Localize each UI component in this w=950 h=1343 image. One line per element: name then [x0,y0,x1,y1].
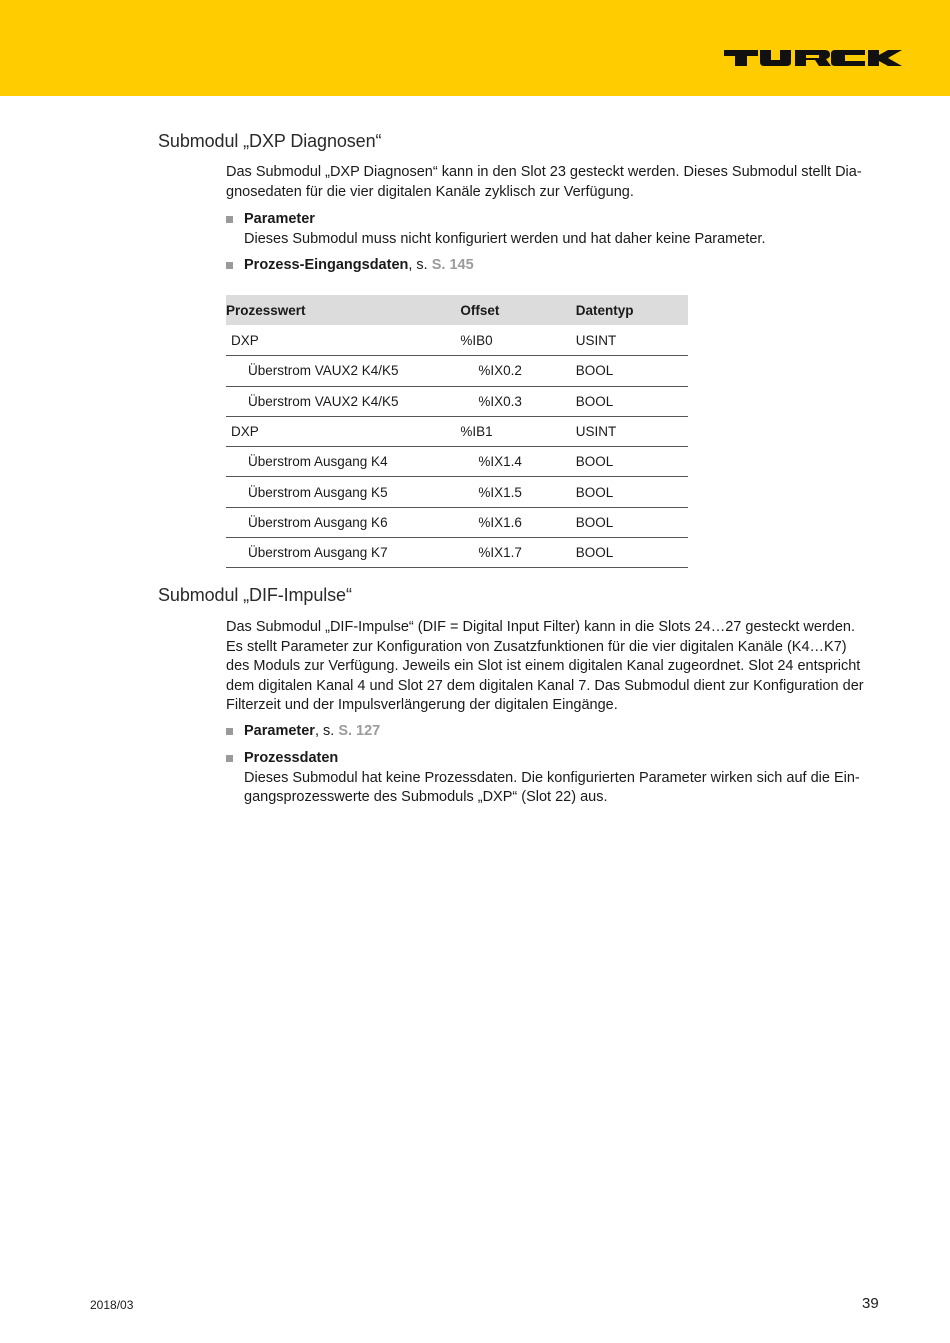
text-line: Das Submodul „DXP Diagnosen“ kann in den Slot 23 gesteckt werden. Dieses Submodul stellt Dia- [226,164,862,180]
bullet-square-icon [226,216,233,223]
bullet-square-icon [226,728,233,735]
table-row [226,386,688,416]
bullet-sep: , s. [314,723,339,739]
text-line: gnosedaten für die vier digitalen Kanäle zyklisch zur Verfügung. [226,183,634,200]
cell-datentyp: BOOL [572,447,688,477]
table-header-row [226,295,688,326]
section-title-dxp-diagnosen: Submodul „DXP Diagnosen“ [158,131,382,151]
footer-date: 2018/03 [90,1298,134,1312]
process-data-table [226,295,688,568]
cell-datentyp: BOOL [572,477,688,507]
bullet-sep: , s. [408,257,432,273]
cell-prozesswert: Überstrom Ausgang K4 [226,447,456,477]
page-reference-link[interactable]: S. 127 [338,723,381,739]
cell-offset: %IB0 [456,326,571,356]
text-line: Das Submodul „DIF-Impulse“ (DIF = Digital Input Filter) kann in die Slots 24…27 gesteckt werden. [226,619,855,635]
bullet-square-icon [226,755,233,762]
text-line: Es stellt Parameter zur Konfiguration von Zusatzfunktionen für die vier digitalen Kanäle (K4…K7) [226,638,847,655]
cell-prozesswert: Überstrom Ausgang K5 [226,477,456,507]
cell-prozesswert: Überstrom Ausgang K7 [226,538,456,568]
cell-prozesswert: DXP [226,326,456,356]
table-row [226,416,688,446]
bullet-title: Prozessdaten [244,750,339,766]
column-header-datentyp: Datentyp [572,295,688,326]
bullet-square-icon [226,262,233,269]
bullet-text: Dieses Submodul hat keine Prozessdaten. Die konfigurierten Parameter wirken sich auf die Ein- [244,769,860,786]
cell-prozesswert: Überstrom Ausgang K6 [226,507,456,537]
bullet-title: Parameter [244,723,315,739]
cell-offset: %IX0.2 [456,356,571,386]
text-line: dem digitalen Kanal 4 und Slot 27 dem digitalen Kanal 7. Das Submodul dient zur Konfiguration der [226,677,864,694]
turck-logo [724,48,902,68]
cell-prozesswert: Überstrom VAUX2 K4/K5 [226,386,456,416]
cell-offset: %IX1.6 [456,507,571,537]
text-line: Filterzeit und der Impulsverlängerung der digitalen Eingänge. [226,697,618,713]
table-row [226,477,688,507]
column-header-prozesswert: Prozesswert [226,295,456,326]
bullet-title: Parameter [244,211,315,227]
cell-datentyp: USINT [572,326,688,356]
cell-offset: %IB1 [456,416,571,446]
cell-offset: %IX0.3 [456,386,571,416]
cell-datentyp: BOOL [572,507,688,537]
cell-prozesswert: Überstrom VAUX2 K4/K5 [226,356,456,386]
page-number: 39 [862,1295,879,1312]
cell-datentyp: USINT [572,416,688,446]
cell-offset: %IX1.4 [456,447,571,477]
table-row [226,326,688,356]
section2-intro [226,618,878,716]
table-row [226,538,688,568]
page-reference-link[interactable]: S. 145 [431,257,474,273]
cell-offset: %IX1.7 [456,538,571,568]
cell-datentyp: BOOL [572,538,688,568]
table-row [226,356,688,386]
section1-intro [226,163,878,202]
bullet-text: Dieses Submodul muss nicht konfiguriert werden und hat daher keine Parameter. [244,230,766,247]
cell-datentyp: BOOL [572,356,688,386]
cell-offset: %IX1.5 [456,477,571,507]
bullet-title: Prozess-Eingangsdaten [244,257,409,273]
table-row [226,507,688,537]
text-line: des Moduls zur Verfügung. Jeweils ein Slot ist einem digitalen Kanal zugeordnet. Slot 24 entspricht [226,658,861,674]
bullet-text: gangsprozesswerte des Submoduls „DXP“ (Slot 22) aus. [244,789,608,805]
cell-prozesswert: DXP [226,416,456,446]
column-header-offset: Offset [456,295,571,326]
table-row [226,447,688,477]
section-title-dif-impulse: Submodul „DIF-Impulse“ [158,585,352,605]
cell-datentyp: BOOL [572,386,688,416]
